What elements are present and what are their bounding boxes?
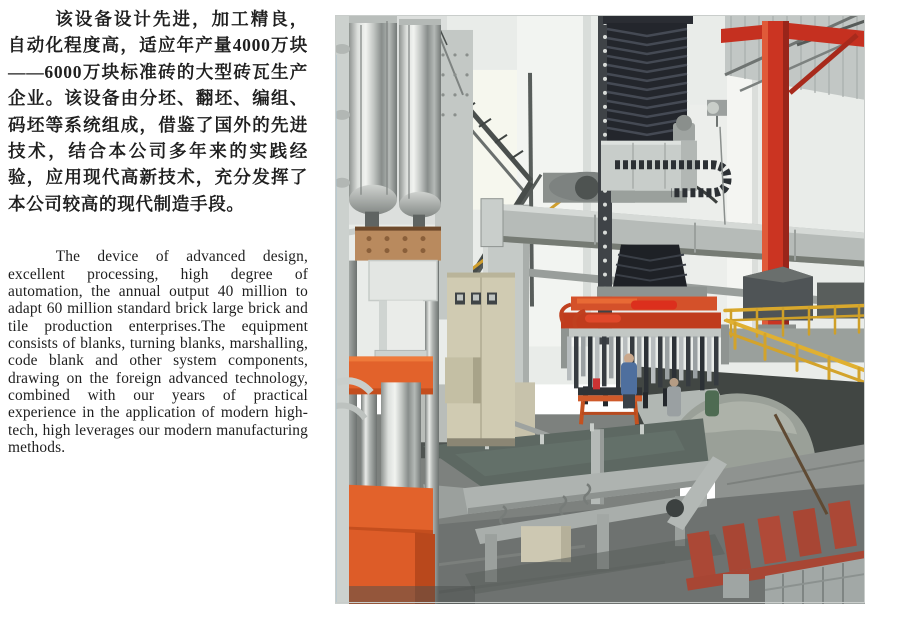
hydraulic-accumulators bbox=[349, 15, 441, 231]
chinese-paragraph: 该设备设计先进，加工精良，自动化程度高，适应年产量4000万块——6000万块标准砖的大型砖瓦生产企业。该设备由分坯、翻坯、编组、码坯等系统组成，借鉴了国外的先进技术，结合本公司多年来的实践经验，应用现代高新技术，充分发挥了本公司较高的现代制造手段。 bbox=[8, 9, 308, 214]
machine-photo bbox=[335, 15, 865, 604]
control-cabinet bbox=[445, 273, 515, 447]
english-paragraph: The device of advanced design, excellent processing, high degree of automation, the annual output 40 million to adapt 60 million standard brick large brick and tile production enterprises.The equipment consists of blanks, turning blanks, marshalling, code blank and other system components, drawing on the foreign advanced technology, combined with our years of practical experience in the application of modern high-tech, high leverages our modern manufacturing methods. bbox=[8, 248, 308, 457]
text-column bbox=[8, 6, 308, 456]
